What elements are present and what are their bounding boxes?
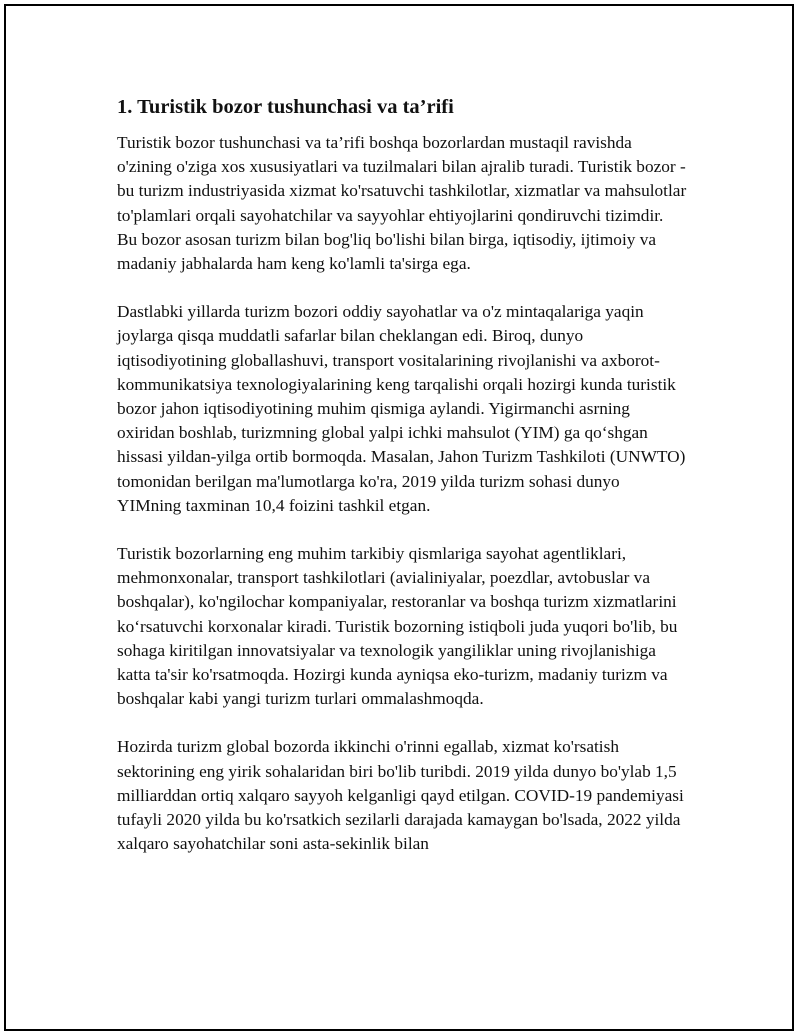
paragraph-1: Turistik bozor tushunchasi va ta’rifi boshqa bozorlardan mustaqil ravishda o'zining o'ziga xos xususiyatlari va tuzilmalari bilan ajralib turadi. Turistik bozor - bu turizm industriyasida xizmat ko'rsatuvchi tashkilotlar, xizmatlar va mahsulotlar to'plamlari orqali sayohatchilar va sayyohlar ehtiyojlarini qondiruvchi tizimdir. Bu bozor asosan turizm bilan bog'liq bo'lishi bilan birga, iqtisodiy, ijtimoiy va madaniy jabhalarda ham keng ko'lamli ta'sirga ega. bbox=[117, 133, 687, 274]
paragraph-2: Dastlabki yillarda turizm bozori oddiy sayohatlar va o'z mintaqalariga yaqin joylarga qisqa muddatli safarlar bilan cheklangan edi. Biroq, dunyo iqtisodiyotining globallashuvi, transport vositalarining rivojlanishi va axborot-kommunikatsiya texnologiyalarining keng tarqalishi orqali hozirgi kunda turistik bozor jahon iqtisodiyotining muhim qismiga aylandi. Yigirmanchi asrning oxiridan boshlab, turizmning global yalpi ichki mahsulot (YIM) ga qo‘shgan hissasi yildan-yilga ortib bormoqda. Masalan, Jahon Turizm Tashkiloti (UNWTO) tomonidan berilgan ma'lumotlarga ko'ra, 2019 yilda turizm sohasi dunyo YIMning taxminan 10,4 foizini tashkil etgan. bbox=[117, 302, 686, 515]
paragraph-4: Hozirda turizm global bozorda ikkinchi o'rinni egallab, xizmat ko'rsatish sektorining eng yirik sohalaridan biri bo'lib turibdi. 2019 yilda dunyo bo'ylab 1,5 milliarddan ortiq xalqaro sayyoh kelganligi qayd etilgan. COVID-19 pandemiyasi tufayli 2020 yilda bu ko'rsatkich sezilarli darajada kamaygan bo'lsada, 2022 yilda xalqaro sayohatchilar soni asta-sekinlik bilan bbox=[117, 737, 684, 854]
section-heading: 1. Turistik bozor tushunchasi va ta’rifi bbox=[117, 96, 454, 118]
document-body bbox=[117, 94, 687, 880]
paragraph-3: Turistik bozorlarning eng muhim tarkibiy qismlariga sayohat agentliklari, mehmonxonalar, transport tashkilotlari (avialiniyalar, poezdlar, avtobuslar va boshqalar), ko'ngilochar kompaniyalar, restoranlar va boshqa turizm xizmatlarini ko‘rsatuvchi korxonalar kiradi. Turistik bozorning istiqboli juda yuqori bo'lib, bu sohaga kiritilgan innovatsiyalar va texnologik yangiliklar uning rivojlanishiga katta ta'sir ko'rsatmoqda. Hozirgi kunda ayniqsa eko-turizm, madaniy turizm va boshqalar kabi yangi turizm turlari ommalashmoqda. bbox=[117, 544, 678, 709]
